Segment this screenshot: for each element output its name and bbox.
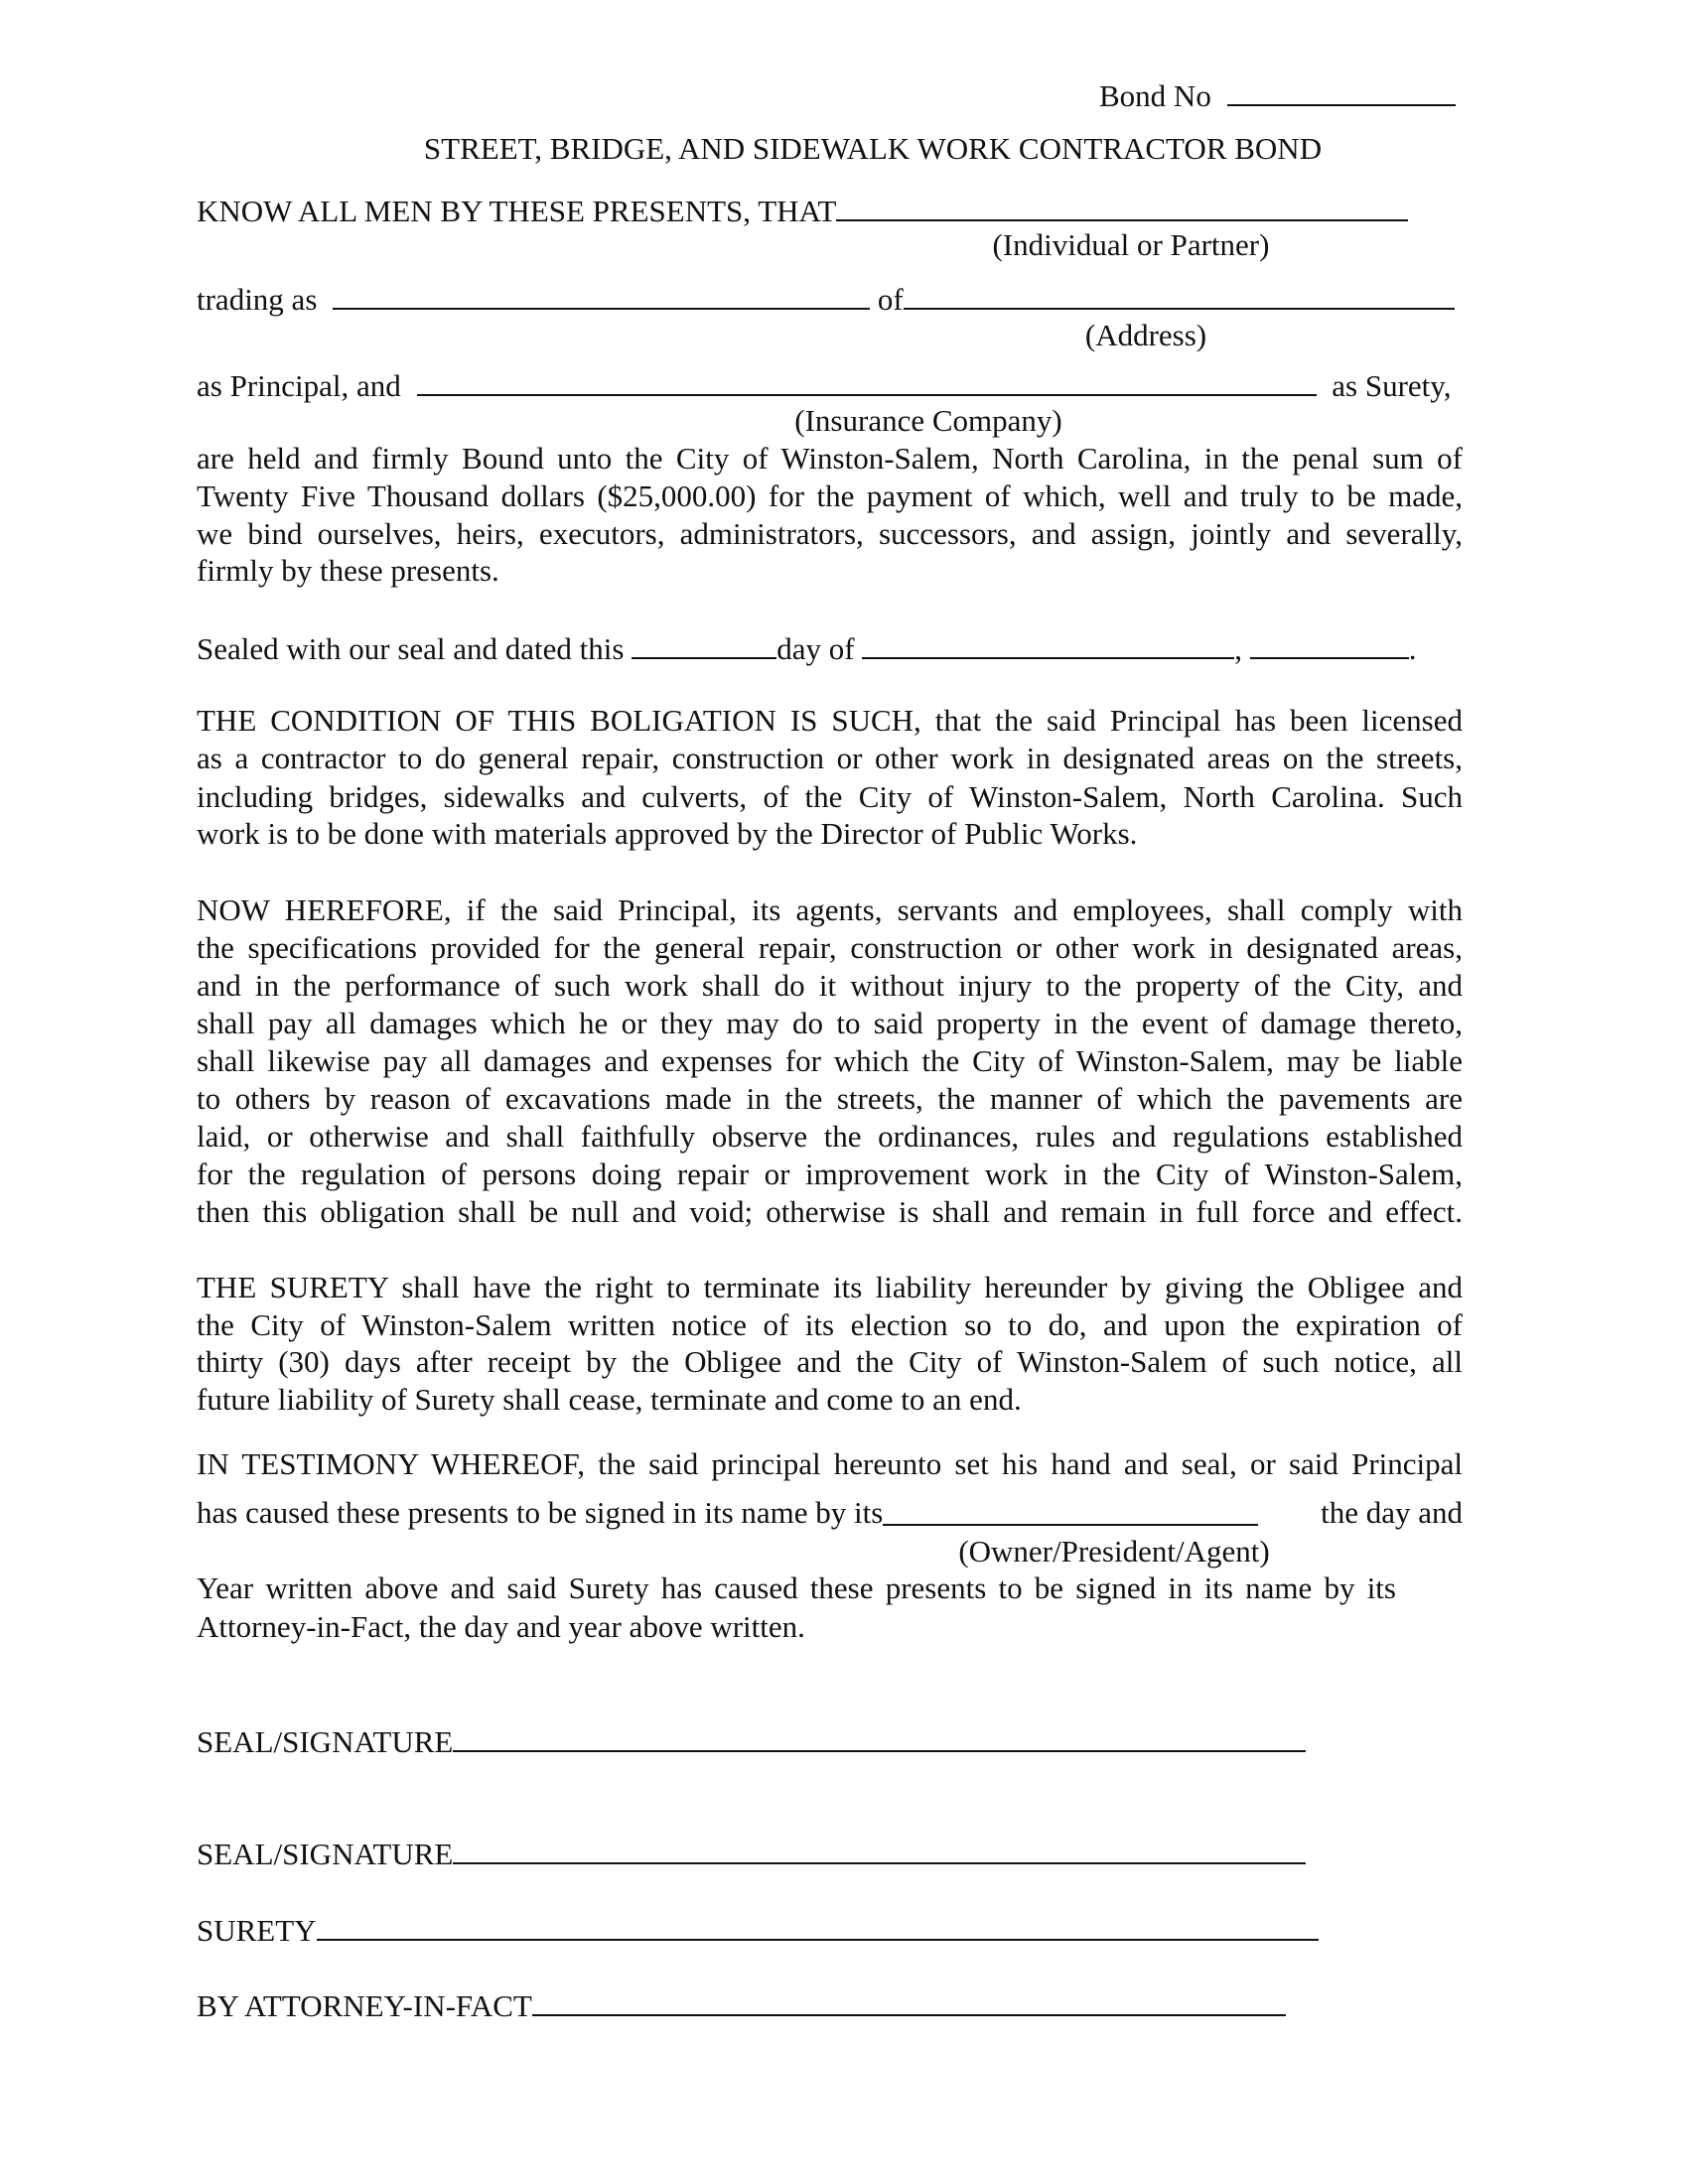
seal-signature-1 <box>197 1720 1463 1758</box>
address-field[interactable] <box>904 278 1455 310</box>
paragraph-line: for the regulation of persons doing repair or improvement work in the City of Winston-Salem, <box>197 1157 1463 1191</box>
seal-signature-label: SEAL/SIGNATURE <box>197 1837 454 1871</box>
period-text: . <box>1408 631 1417 666</box>
seal-signature-field[interactable] <box>453 1720 1306 1752</box>
seal-signature-field[interactable] <box>453 1833 1306 1864</box>
know-all-text: KNOW ALL MEN BY THESE PRESENTS, THAT <box>197 194 837 228</box>
paragraph-line: THE CONDITION OF THIS BOLIGATION IS SUCH, that the said Principal has been licensed <box>197 703 1463 738</box>
insurance-caption: (Insurance Company) <box>794 403 1062 438</box>
trading-as-label: trading as <box>197 282 318 317</box>
sealed-date-line <box>197 627 1463 665</box>
surety-signature <box>197 1909 1463 1947</box>
testimony-line-3: Year written above and said Surety has caused these presents to be signed in its name by its <box>197 1570 1396 1605</box>
trading-as-line <box>197 278 1463 316</box>
paragraph-line: the City of Winston-Salem written notice of its election so to do, and upon the expiration of <box>197 1307 1463 1342</box>
paragraph-line: THE SURETY shall have the right to terminate its liability hereunder by giving the Obligee and <box>197 1270 1463 1304</box>
attorney-signature <box>197 1984 1463 2022</box>
bond-no-label: Bond No <box>1099 78 1211 113</box>
day-of-text: day of <box>776 631 855 666</box>
signer-title-field[interactable] <box>883 1494 1258 1526</box>
comma-text: , <box>1234 631 1243 666</box>
testimony-text: has caused these presents to be signed in its name by its <box>197 1495 884 1530</box>
testimony-line-2 <box>197 1494 1463 1532</box>
as-surety-label: as Surety, <box>1332 368 1452 403</box>
of-label: of <box>877 282 904 317</box>
know-all-line <box>197 190 1463 227</box>
paragraph-line: Twenty Five Thousand dollars ($25,000.00) for the payment of which, well and truly to be made, <box>197 478 1463 513</box>
paragraph-line: and in the performance of such work shall do it without injury to the property of the City, and <box>197 968 1463 1003</box>
principal-surety-line <box>197 364 1463 402</box>
paragraph-line: we bind ourselves, heirs, executors, administrators, successors, and assign, jointly and severally, <box>197 516 1463 551</box>
paragraph-line: are held and firmly Bound unto the City of Winston-Salem, North Carolina, in the penal sum of <box>197 441 1463 476</box>
seal-signature-2 <box>197 1833 1463 1870</box>
address-caption: (Address) <box>1084 318 1207 352</box>
paragraph-line: as a contractor to do general repair, construction or other work in designated areas on the streets, <box>197 741 1463 775</box>
surety-field[interactable] <box>317 1909 1319 1941</box>
paragraph-line: the specifications provided for the general repair, construction or other work in designated areas, <box>197 930 1463 965</box>
the-day-and-text: the day and <box>1321 1495 1463 1530</box>
trading-as-field[interactable] <box>333 278 870 310</box>
paragraph-line: to others by reason of excavations made in the streets, the manner of which the pavements are <box>197 1081 1463 1116</box>
paragraph-line: firmly by these presents. <box>197 553 499 588</box>
surety-label: SURETY <box>197 1913 317 1948</box>
paragraph-line: shall likewise pay all damages and expenses for which the City of Winston-Salem, may be liable <box>197 1043 1463 1078</box>
individual-caption: (Individual or Partner) <box>992 227 1270 262</box>
attorney-field[interactable] <box>532 1984 1286 2016</box>
testimony-line-1: IN TESTIMONY WHEREOF, the said principal hereunto set his hand and seal, or said Principal <box>197 1446 1463 1481</box>
paragraph-line: NOW HEREFORE, if the said Principal, its agents, servants and employees, shall comply with <box>197 892 1463 927</box>
as-principal-label: as Principal, and <box>197 368 401 403</box>
surety-company-field[interactable] <box>417 364 1317 396</box>
bond-no-field[interactable] <box>1227 74 1456 106</box>
paragraph-line: work is to be done with materials approved by the Director of Public Works. <box>197 816 1138 851</box>
attorney-label: BY ATTORNEY-IN-FACT <box>197 1988 532 2023</box>
paragraph-line: then this obligation shall be null and void; otherwise is shall and remain in full force and effect. <box>197 1194 1463 1229</box>
year-field[interactable] <box>1250 627 1409 659</box>
sealed-text: Sealed with our seal and dated this <box>197 631 625 666</box>
seal-signature-label: SEAL/SIGNATURE <box>197 1724 454 1759</box>
paragraph-line: thirty (30) days after receipt by the Obligee and the City of Winston-Salem of such notice, all <box>197 1344 1463 1379</box>
day-field[interactable] <box>632 627 776 659</box>
paragraph-line: shall pay all damages which he or they may do to said property in the event of damage thereto, <box>197 1006 1463 1040</box>
testimony-line-4: Attorney-in-Fact, the day and year above written. <box>197 1609 805 1644</box>
month-field[interactable] <box>862 627 1234 659</box>
paragraph-line: including bridges, sidewalks and culverts, of the City of Winston-Salem, North Carolina. Such <box>197 779 1463 814</box>
bond-number-line <box>1099 74 1496 112</box>
paragraph-line: future liability of Surety shall cease, terminate and come to an end. <box>197 1382 1022 1417</box>
owner-caption: (Owner/President/Agent) <box>958 1534 1270 1569</box>
paragraph-line: laid, or otherwise and shall faithfully observe the ordinances, rules and regulations established <box>197 1119 1463 1154</box>
principal-name-field[interactable] <box>836 190 1408 221</box>
document-title: STREET, BRIDGE, AND SIDEWALK WORK CONTRACTOR BOND <box>423 131 1323 166</box>
